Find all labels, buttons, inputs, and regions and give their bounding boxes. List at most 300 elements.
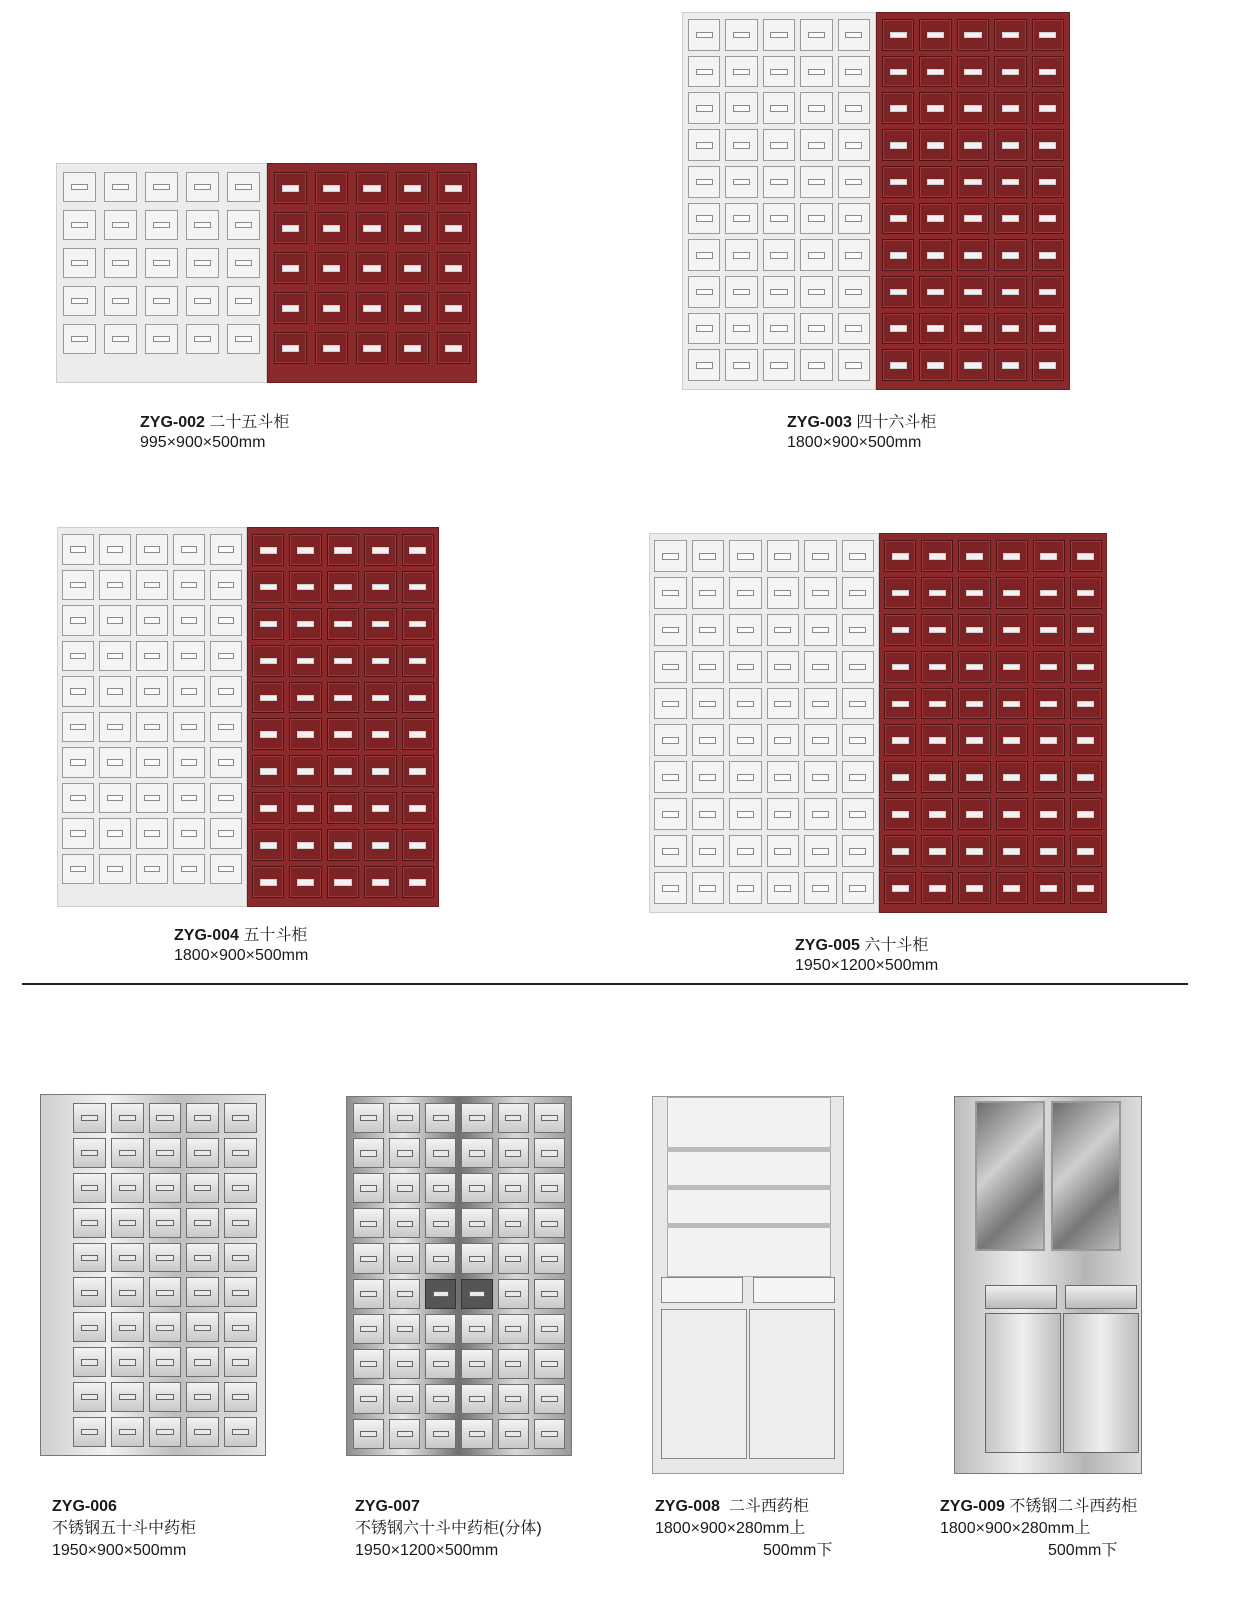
drawer bbox=[692, 761, 725, 793]
drawer bbox=[437, 332, 470, 364]
drawer bbox=[327, 571, 359, 603]
drawer-handle bbox=[966, 627, 983, 634]
drawer bbox=[767, 651, 800, 683]
drawer bbox=[389, 1208, 420, 1238]
drawer bbox=[210, 854, 242, 885]
drawer-handle bbox=[964, 289, 981, 296]
drawer bbox=[994, 56, 1026, 88]
drawer-handle bbox=[733, 105, 750, 112]
drawer-handle bbox=[699, 627, 716, 634]
drawer-handle bbox=[194, 260, 211, 266]
drawer bbox=[389, 1419, 420, 1449]
drawer-handle bbox=[469, 1326, 485, 1332]
drawer bbox=[327, 645, 359, 677]
drawer-handle bbox=[107, 759, 124, 765]
drawer-handle bbox=[218, 866, 235, 872]
drawer-handle bbox=[218, 759, 235, 765]
drawer bbox=[919, 349, 951, 381]
drawer-handle bbox=[845, 215, 862, 222]
drawer bbox=[804, 872, 837, 904]
drawer bbox=[958, 724, 990, 756]
drawer-handle bbox=[1077, 737, 1094, 744]
product-size: 1950×900×500mm bbox=[52, 1542, 187, 1559]
drawer bbox=[111, 1173, 144, 1203]
drawer bbox=[99, 641, 131, 672]
drawer-handle bbox=[1002, 142, 1019, 149]
drawer-handle bbox=[107, 866, 124, 872]
drawer-handle bbox=[737, 701, 754, 708]
drawer bbox=[364, 645, 396, 677]
drawer bbox=[1070, 688, 1102, 720]
drawer bbox=[425, 1138, 456, 1168]
drawer-handle bbox=[81, 1220, 98, 1226]
drawer-handle bbox=[1040, 627, 1057, 634]
product-image-zyg-009 bbox=[954, 1096, 1142, 1474]
drawer bbox=[692, 577, 725, 609]
drawer bbox=[173, 605, 205, 636]
drawer bbox=[921, 872, 953, 904]
drawer-handle bbox=[232, 1115, 249, 1121]
drawer bbox=[111, 1277, 144, 1307]
product-caption-zyg-007 bbox=[355, 1496, 542, 1562]
drawer-handle bbox=[770, 69, 787, 76]
drawer-handle bbox=[70, 866, 87, 872]
drawer-handle bbox=[409, 842, 426, 849]
drawer bbox=[654, 798, 687, 830]
drawer-handle bbox=[808, 325, 825, 332]
drawer bbox=[800, 313, 832, 345]
drawer bbox=[289, 866, 321, 898]
drawer bbox=[958, 835, 990, 867]
drawer-handle bbox=[363, 345, 380, 352]
drawer-handle bbox=[404, 345, 421, 352]
drawer-handle bbox=[232, 1290, 249, 1296]
drawer-handle bbox=[323, 305, 340, 312]
drawer-handle bbox=[541, 1115, 557, 1121]
drawer bbox=[111, 1312, 144, 1342]
glass-door bbox=[975, 1101, 1045, 1251]
drawer-handle bbox=[808, 32, 825, 39]
drawer bbox=[994, 129, 1026, 161]
drawer-handle bbox=[334, 731, 351, 738]
drawer-handle bbox=[194, 184, 211, 190]
drawer bbox=[994, 276, 1026, 308]
drawer bbox=[842, 651, 875, 683]
drawer bbox=[957, 239, 989, 271]
drawer bbox=[353, 1279, 384, 1309]
drawer-handle bbox=[297, 805, 314, 812]
drawer-handle bbox=[218, 688, 235, 694]
drawer bbox=[534, 1138, 565, 1168]
drawer-handle bbox=[812, 737, 829, 744]
drawer-handle bbox=[929, 774, 946, 781]
drawer-handle bbox=[892, 811, 909, 818]
drawer-handle bbox=[812, 627, 829, 634]
drawer-handle bbox=[232, 1429, 249, 1435]
drawer bbox=[327, 534, 359, 566]
drawer-handle bbox=[469, 1150, 485, 1156]
drawer-handle bbox=[929, 885, 946, 892]
drawer bbox=[763, 129, 795, 161]
drawer bbox=[838, 313, 870, 345]
drawer bbox=[425, 1173, 456, 1203]
drawer-handle bbox=[1040, 590, 1057, 597]
drawer-handle bbox=[218, 795, 235, 801]
drawer bbox=[356, 332, 389, 364]
drawer-handle bbox=[929, 553, 946, 560]
drawer bbox=[252, 682, 284, 714]
drawer-handle bbox=[966, 774, 983, 781]
drawer bbox=[996, 540, 1028, 572]
drawer-handle bbox=[81, 1359, 98, 1365]
drawer-handle bbox=[360, 1326, 376, 1332]
drawer-handle bbox=[845, 32, 862, 39]
drawer bbox=[996, 835, 1028, 867]
drawer-handle bbox=[334, 768, 351, 775]
drawer bbox=[921, 577, 953, 609]
drawer-handle bbox=[372, 621, 389, 628]
drawer bbox=[327, 866, 359, 898]
drawer bbox=[274, 172, 307, 204]
drawer bbox=[224, 1277, 257, 1307]
drawer bbox=[73, 1173, 106, 1203]
product-image-zyg-005 bbox=[649, 533, 1107, 913]
drawer bbox=[725, 349, 757, 381]
drawer bbox=[957, 166, 989, 198]
drawer-handle bbox=[397, 1326, 413, 1332]
drawer bbox=[919, 239, 951, 271]
drawer-handle bbox=[699, 553, 716, 560]
drawer-handle bbox=[808, 362, 825, 369]
drawer bbox=[364, 718, 396, 750]
drawer bbox=[461, 1384, 492, 1414]
drawer bbox=[364, 682, 396, 714]
drawer bbox=[763, 56, 795, 88]
drawer-handle bbox=[890, 215, 907, 222]
drawer bbox=[111, 1243, 144, 1273]
drawer bbox=[800, 203, 832, 235]
drawer-handle bbox=[260, 547, 277, 554]
drawer bbox=[958, 651, 990, 683]
drawer-handle bbox=[1002, 325, 1019, 332]
drawer bbox=[882, 239, 914, 271]
drawer bbox=[145, 248, 178, 278]
drawer-handle bbox=[297, 879, 314, 886]
drawer bbox=[274, 292, 307, 324]
drawer bbox=[994, 166, 1026, 198]
drawer-handle bbox=[218, 546, 235, 552]
drawer-handle bbox=[927, 325, 944, 332]
drawer-handle bbox=[845, 69, 862, 76]
drawer bbox=[1070, 651, 1102, 683]
drawer-handle bbox=[181, 759, 198, 765]
drawer-handle bbox=[849, 553, 866, 560]
drawer bbox=[1070, 835, 1102, 867]
drawer bbox=[111, 1382, 144, 1412]
drawer-handle bbox=[1002, 215, 1019, 222]
drawer-handle bbox=[1040, 811, 1057, 818]
drawer bbox=[364, 571, 396, 603]
drawer bbox=[173, 570, 205, 601]
drawer bbox=[173, 712, 205, 743]
drawer-handle bbox=[260, 731, 277, 738]
drawer-handle bbox=[156, 1325, 173, 1331]
drawer-handle bbox=[1003, 701, 1020, 708]
drawer-handle bbox=[119, 1115, 136, 1121]
drawer-handle bbox=[1077, 774, 1094, 781]
drawer-handle bbox=[144, 795, 161, 801]
drawer bbox=[725, 92, 757, 124]
drawer bbox=[425, 1314, 456, 1344]
drawer bbox=[654, 835, 687, 867]
drawer-handle bbox=[297, 731, 314, 738]
drawer-handle bbox=[260, 768, 277, 775]
drawer-handle bbox=[845, 362, 862, 369]
drawer-handle bbox=[699, 590, 716, 597]
drawer-handle bbox=[363, 225, 380, 232]
drawer-handle bbox=[469, 1221, 485, 1227]
drawer bbox=[842, 872, 875, 904]
drawer bbox=[688, 313, 720, 345]
drawer bbox=[884, 540, 916, 572]
drawer-handle bbox=[812, 701, 829, 708]
drawer bbox=[800, 19, 832, 51]
drawer-handle bbox=[1039, 142, 1056, 149]
drawer bbox=[767, 577, 800, 609]
drawer-handle bbox=[260, 805, 277, 812]
drawer-handle bbox=[929, 590, 946, 597]
drawer-handle bbox=[334, 879, 351, 886]
drawer bbox=[73, 1417, 106, 1447]
drawer-handle bbox=[770, 105, 787, 112]
drawer-handle bbox=[297, 547, 314, 554]
drawer bbox=[136, 747, 168, 778]
drawer-handle bbox=[662, 553, 679, 560]
drawer-handle bbox=[144, 617, 161, 623]
drawer bbox=[327, 682, 359, 714]
drawer-handle bbox=[323, 265, 340, 272]
drawer-handle bbox=[662, 737, 679, 744]
drawer bbox=[958, 798, 990, 830]
product-size: 995×900×500mm bbox=[140, 434, 266, 451]
drawer bbox=[921, 688, 953, 720]
drawer bbox=[136, 534, 168, 565]
drawer-handle bbox=[541, 1431, 557, 1437]
drawer-handle bbox=[119, 1359, 136, 1365]
drawer-handle bbox=[70, 617, 87, 623]
drawer-handle bbox=[812, 774, 829, 781]
drawer-handle bbox=[699, 664, 716, 671]
drawer bbox=[957, 19, 989, 51]
drawer-handle bbox=[849, 590, 866, 597]
drawer bbox=[729, 540, 762, 572]
drawer-handle bbox=[1040, 885, 1057, 892]
drawer bbox=[149, 1417, 182, 1447]
drawer bbox=[210, 783, 242, 814]
drawer bbox=[498, 1419, 529, 1449]
drawer bbox=[498, 1138, 529, 1168]
drawer bbox=[919, 313, 951, 345]
drawer-handle bbox=[696, 325, 713, 332]
drawer bbox=[145, 286, 178, 316]
drawer bbox=[136, 570, 168, 601]
drawer-handle bbox=[409, 621, 426, 628]
drawer bbox=[402, 866, 434, 898]
drawer bbox=[725, 239, 757, 271]
drawer bbox=[838, 166, 870, 198]
drawer-handle bbox=[70, 724, 87, 730]
drawer-handle bbox=[966, 811, 983, 818]
drawer bbox=[389, 1279, 420, 1309]
drawer-handle bbox=[845, 325, 862, 332]
drawer bbox=[996, 577, 1028, 609]
drawer-handle bbox=[1002, 179, 1019, 186]
drawer bbox=[73, 1208, 106, 1238]
drawer-handle bbox=[218, 582, 235, 588]
drawer bbox=[763, 349, 795, 381]
drawer-handle bbox=[409, 584, 426, 591]
drawer bbox=[882, 349, 914, 381]
drawer-handle bbox=[81, 1429, 98, 1435]
drawer bbox=[327, 829, 359, 861]
product-image-zyg-008 bbox=[652, 1096, 844, 1474]
drawer bbox=[1070, 614, 1102, 646]
drawer bbox=[1033, 540, 1065, 572]
product-code: ZYG-008 bbox=[655, 1498, 720, 1515]
drawer bbox=[145, 324, 178, 354]
drawer-handle bbox=[927, 69, 944, 76]
drawer-handle bbox=[929, 811, 946, 818]
drawer bbox=[882, 166, 914, 198]
drawer-handle bbox=[232, 1220, 249, 1226]
drawer bbox=[1032, 313, 1064, 345]
drawer bbox=[654, 872, 687, 904]
drawer bbox=[767, 688, 800, 720]
drawer bbox=[461, 1314, 492, 1344]
product-caption-zyg-005 bbox=[795, 936, 938, 976]
drawer bbox=[884, 577, 916, 609]
drawer-handle bbox=[696, 69, 713, 76]
drawer-handle bbox=[770, 179, 787, 186]
drawer bbox=[315, 252, 348, 284]
drawer-handle bbox=[1002, 105, 1019, 112]
drawer-handle bbox=[1077, 627, 1094, 634]
drawer bbox=[224, 1208, 257, 1238]
drawer bbox=[62, 534, 94, 565]
drawer bbox=[289, 792, 321, 824]
drawer-handle bbox=[808, 142, 825, 149]
drawer-handle bbox=[334, 695, 351, 702]
drawer bbox=[729, 688, 762, 720]
cabinet-door bbox=[1063, 1313, 1139, 1453]
drawer-handle bbox=[260, 879, 277, 886]
drawer-handle bbox=[194, 1359, 211, 1365]
drawer-handle bbox=[297, 621, 314, 628]
drawer-handle bbox=[890, 32, 907, 39]
drawer-handle bbox=[1039, 252, 1056, 259]
drawer bbox=[688, 92, 720, 124]
drawer bbox=[692, 835, 725, 867]
drawer-handle bbox=[662, 885, 679, 892]
drawer-handle bbox=[927, 179, 944, 186]
drawer-handle bbox=[372, 768, 389, 775]
drawer-handle bbox=[71, 222, 88, 228]
drawer-handle bbox=[107, 688, 124, 694]
drawer-handle bbox=[260, 695, 277, 702]
drawer bbox=[111, 1103, 144, 1133]
drawer-handle bbox=[1077, 664, 1094, 671]
drawer-handle bbox=[733, 69, 750, 76]
drawer bbox=[729, 798, 762, 830]
drawer-handle bbox=[194, 222, 211, 228]
drawer bbox=[688, 276, 720, 308]
drawer bbox=[804, 651, 837, 683]
drawer-handle bbox=[194, 1290, 211, 1296]
drawer bbox=[958, 872, 990, 904]
drawer bbox=[62, 570, 94, 601]
drawer bbox=[224, 1243, 257, 1273]
drawer bbox=[289, 645, 321, 677]
drawer-handle bbox=[397, 1396, 413, 1402]
drawer-handle bbox=[372, 879, 389, 886]
drawer bbox=[104, 286, 137, 316]
drawer bbox=[1032, 239, 1064, 271]
drawer bbox=[994, 19, 1026, 51]
drawer bbox=[1070, 724, 1102, 756]
drawer bbox=[996, 761, 1028, 793]
drawer bbox=[252, 645, 284, 677]
drawer bbox=[224, 1417, 257, 1447]
product-code: ZYG-007 bbox=[355, 1498, 420, 1515]
drawer bbox=[111, 1347, 144, 1377]
drawer-handle bbox=[112, 222, 129, 228]
drawer-handle bbox=[235, 336, 252, 342]
drawer-handle bbox=[260, 584, 277, 591]
drawer-handle bbox=[445, 265, 462, 272]
drawer-handle bbox=[397, 1150, 413, 1156]
drawer bbox=[994, 92, 1026, 124]
drawer-handle bbox=[282, 185, 299, 192]
drawer-handle bbox=[194, 1115, 211, 1121]
drawer-handle bbox=[156, 1290, 173, 1296]
drawer-handle bbox=[662, 848, 679, 855]
drawer bbox=[804, 835, 837, 867]
drawer bbox=[763, 166, 795, 198]
drawer bbox=[958, 540, 990, 572]
product-caption-zyg-006 bbox=[52, 1496, 196, 1562]
drawer bbox=[1032, 166, 1064, 198]
drawer-handle bbox=[696, 252, 713, 259]
drawer-handle bbox=[297, 658, 314, 665]
drawer-handle bbox=[849, 811, 866, 818]
drawer bbox=[289, 829, 321, 861]
drawer-handle bbox=[144, 866, 161, 872]
drawer bbox=[186, 1277, 219, 1307]
drawer bbox=[461, 1279, 492, 1309]
drawer bbox=[688, 349, 720, 381]
drawer-handle bbox=[662, 701, 679, 708]
drawer-handle bbox=[1003, 664, 1020, 671]
drawer-handle bbox=[334, 547, 351, 554]
drawer bbox=[252, 829, 284, 861]
drawer bbox=[389, 1384, 420, 1414]
drawer-handle bbox=[194, 1394, 211, 1400]
drawer-handle bbox=[469, 1291, 485, 1297]
product-caption-zyg-009 bbox=[940, 1496, 1137, 1562]
drawer bbox=[402, 829, 434, 861]
drawer bbox=[227, 324, 260, 354]
drawer-handle bbox=[733, 252, 750, 259]
